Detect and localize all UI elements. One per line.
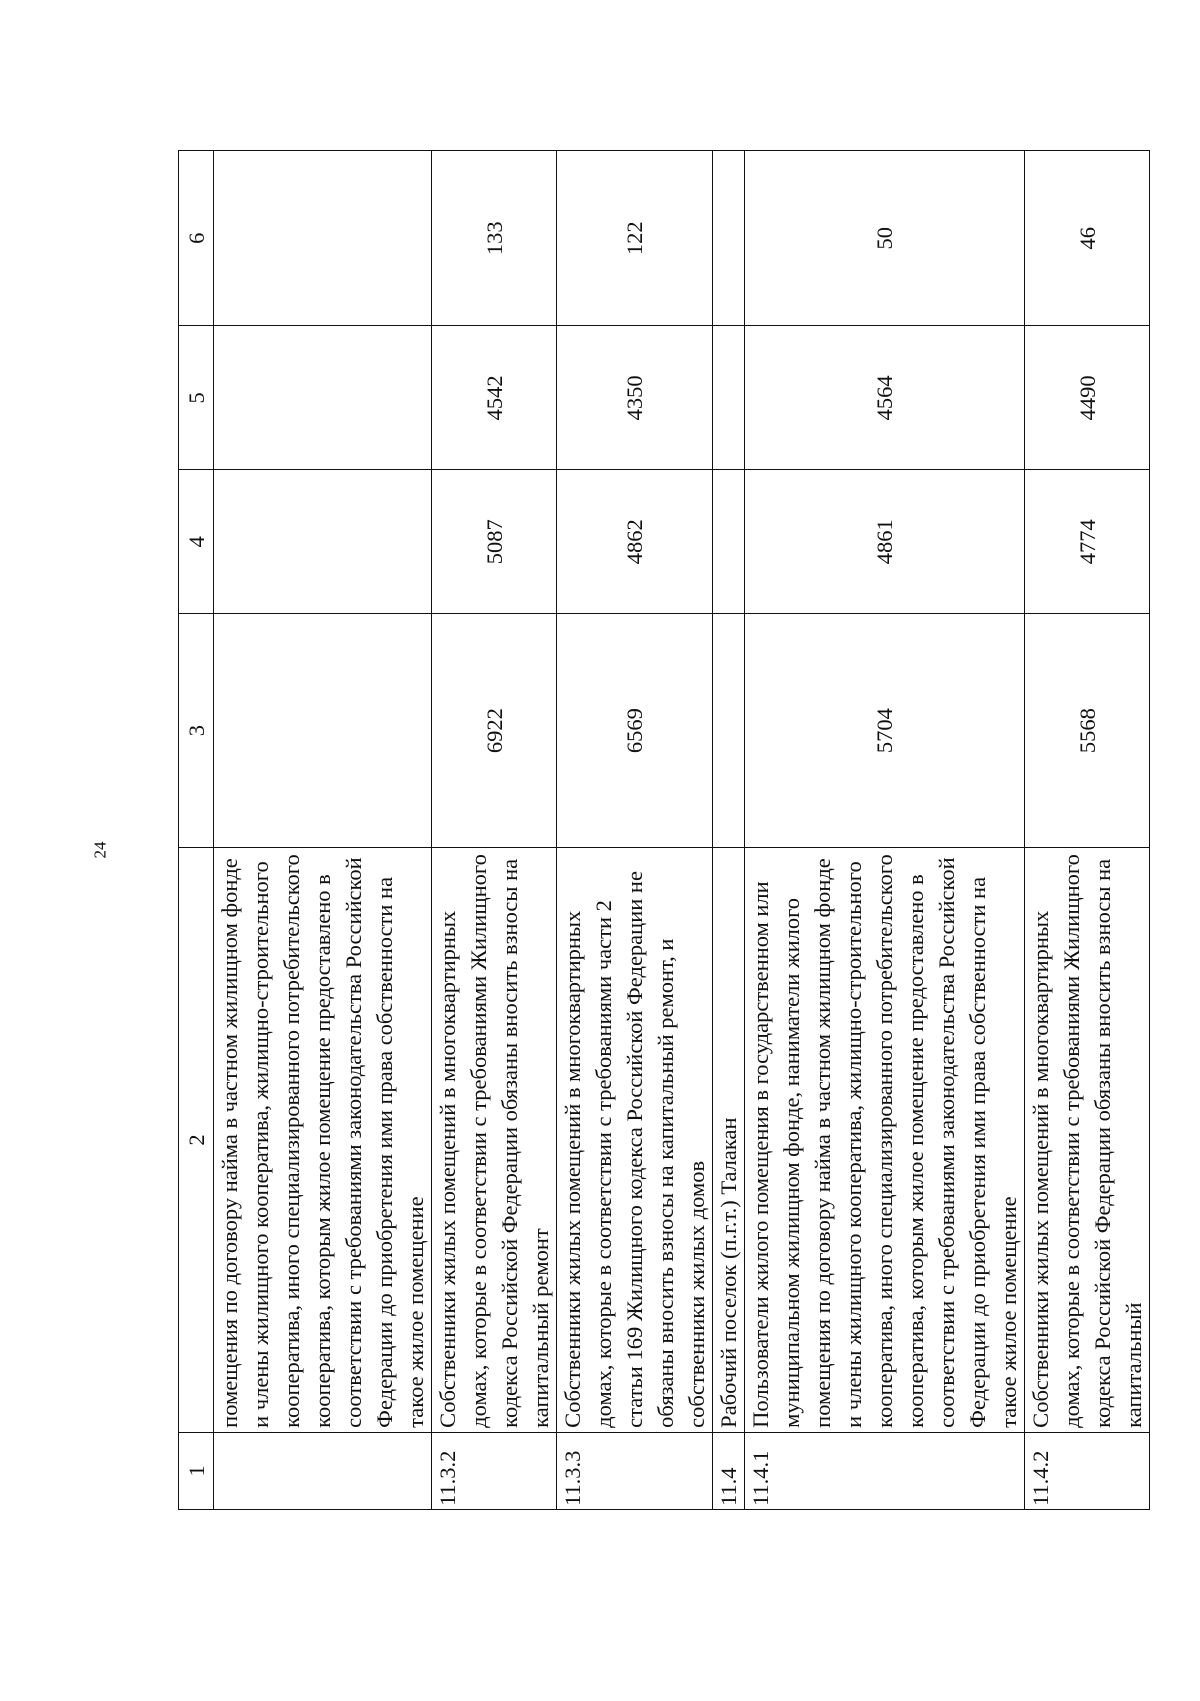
- row-description: Рабочий поселок (п.г.т.) Талакан: [713, 848, 745, 1433]
- table-row: [214, 151, 432, 1510]
- header-row: [179, 151, 214, 1510]
- row-code: 11.4: [713, 1432, 745, 1509]
- row-value-col6: [713, 151, 745, 326]
- header-col-1: 1: [179, 1432, 214, 1509]
- table-row: [1025, 151, 1150, 1510]
- row-code: [214, 1432, 432, 1509]
- row-value-col6: [214, 151, 432, 326]
- row-value-col6: 122: [557, 151, 713, 326]
- row-description: Собственники жилых помещений в многоквартирных домах, которые в соответствии с требованиями части 2 статьи 169 Жилищного кодекса Российской Федерации не обязаны вносить взносы на капитальный ремонт, и собственники жилых домов: [557, 848, 713, 1433]
- header-col-5: 5: [179, 326, 214, 470]
- header-col-6: 6: [179, 151, 214, 326]
- row-value-col5: 4564: [745, 326, 1025, 470]
- row-value-col5: 4542: [432, 326, 557, 470]
- row-description: Собственники жилых помещений в многоквартирных домах, которые в соответствии с требованиями Жилищного кодекса Российской Федерации обязаны вносить взносы на капитальный: [1025, 848, 1150, 1433]
- row-description: Собственники жилых помещений в многоквартирных домах, которые в соответствии с требованиями Жилищного кодекса Российской Федерации обязаны вносить взносы на капитальный ремонт: [432, 848, 557, 1433]
- row-code: 11.4.1: [745, 1432, 1025, 1509]
- row-value-col3: 5568: [1025, 614, 1150, 848]
- row-code: 11.4.2: [1025, 1432, 1150, 1509]
- table-row: [557, 151, 713, 1510]
- row-value-col6: 46: [1025, 151, 1150, 326]
- page-number: 24: [90, 841, 110, 859]
- tariff-table: [178, 150, 1150, 1510]
- row-description: помещения по договору найма в частном жилищном фонде и члены жилищного кооператива, жилищно-строительного кооператива, иного специализированного потребительского кооператива, которым жилое помещение предоставлено в соответствии с требованиями законодательства Российской Федерации до приобретения ими права собственности на такое жилое помещение: [214, 848, 432, 1433]
- row-value-col5: 4490: [1025, 326, 1150, 470]
- header-col-2: 2: [179, 848, 214, 1433]
- row-value-col4: 4862: [557, 470, 713, 614]
- row-value-col4: 4774: [1025, 470, 1150, 614]
- row-value-col3: [214, 614, 432, 848]
- table-row: [745, 151, 1025, 1510]
- row-value-col3: [713, 614, 745, 848]
- row-code: 11.3.3: [557, 1432, 713, 1509]
- row-value-col4: [713, 470, 745, 614]
- header-col-3: 3: [179, 614, 214, 848]
- row-value-col5: [713, 326, 745, 470]
- table-row: [713, 151, 745, 1510]
- row-value-col4: [214, 470, 432, 614]
- row-value-col3: 6569: [557, 614, 713, 848]
- row-code: 11.3.2: [432, 1432, 557, 1509]
- row-value-col6: 50: [745, 151, 1025, 326]
- row-value-col3: 6922: [432, 614, 557, 848]
- rotated-page-content: [178, 150, 1146, 1510]
- header-col-4: 4: [179, 470, 214, 614]
- row-value-col4: 5087: [432, 470, 557, 614]
- row-value-col3: 5704: [745, 614, 1025, 848]
- row-value-col4: 4861: [745, 470, 1025, 614]
- table-row: [432, 151, 557, 1510]
- row-value-col6: 133: [432, 151, 557, 326]
- row-value-col5: [214, 326, 432, 470]
- row-description: Пользователи жилого помещения в государственном или муниципальном жилищном фонде, наниматели жилого помещения по договору найма в частном жилищном фонде и члены жилищного кооператива, жилищно-строительного кооператива, иного специализированного потребительского кооператива, которым жилое помещение предоставлено в соответствии с требованиями законодательства Российской Федерации до приобретения ими права собственности на такое жилое помещение: [745, 848, 1025, 1433]
- row-value-col5: 4350: [557, 326, 713, 470]
